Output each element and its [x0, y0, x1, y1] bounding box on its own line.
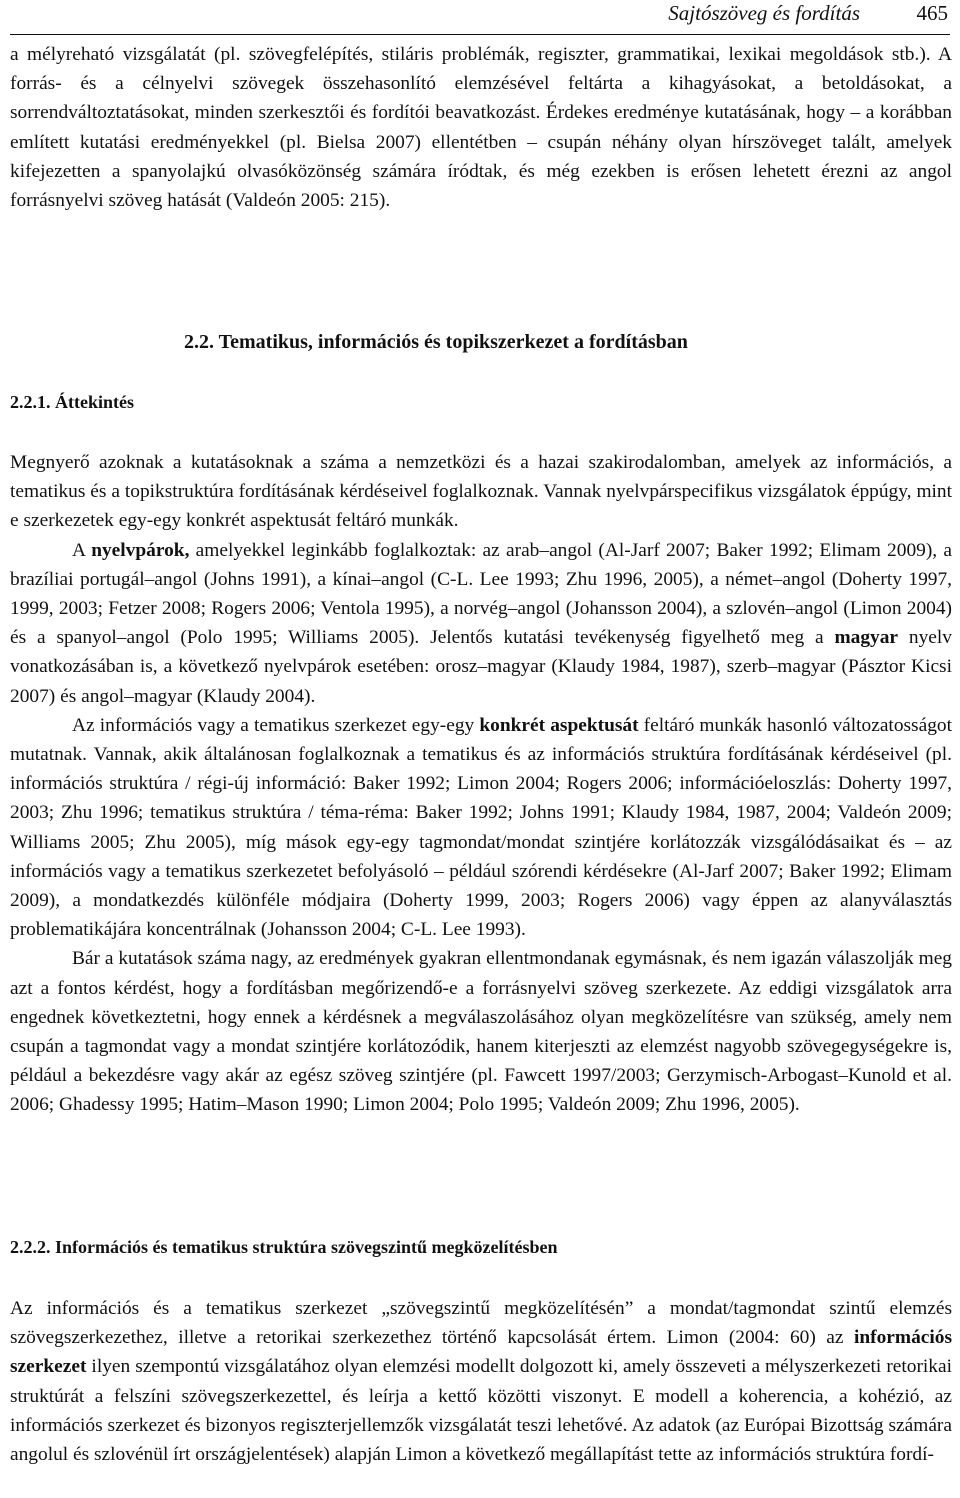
- paragraph-2: A nyelvpárok, amelyekkel leginkább foglalkoztak: az arab–angol (Al-Jarf 2007; Baker 1992; Elimam 2009), a brazíliai portugál–angol (Johns 1991), a kínai–angol (C-L. Lee 1993; Zhu 1996, 2005), a német–angol (Doherty 1997, 1999, 2003; Fetzer 2008; Rogers 2006; Ventola 1995), a norvég–angol (Johansson 2004), a szlovén–angol (Limon 2004) és a spanyol–angol (Polo 1995; Williams 2005). Jelentős kutatási tevékenység figyelhető meg a magyar nyelv vonatkozásában is, a következő nyelvpárok esetében: orosz–magyar (Klaudy 1984, 1987), szerb–magyar (Pásztor Kicsi 2007) és angol–magyar (Klaudy 2004).: [10, 539, 952, 707]
- paragraph-5: Az információs és a tematikus szerkezet „szövegszintű megközelítésén” a mondat/tagmondat szintű elemzés szövegszerkezethez, illetve a retorikai szerkezethez történő kapcsolását értem. Limon (2004: 60) az információs szerkezet ilyen szempontú vizsgálatához olyan elemzési modellt dolgozott ki, amely összeveti a mélyszerkezeti retorikai struktúrát a felszíni szövegszerkezettel, és leírja a kettő közötti viszonyt. E modell a koherencia, a kohézió, az információs szerkezet és bizonyos regiszterjellemzők vizsgálatát teszi lehetővé. Az adatok (az Európai Bizottság számára angolul és szlovénül írt országjelentések) alapján Limon a következő megállapítást tette az információs struktúra fordí-: [10, 1298, 952, 1466]
- paragraph-4: Bár a kutatások száma nagy, az eredmények gyakran ellentmondanak egymásnak, és nem igazán válaszolják meg azt a fontos kérdést, hogy a fordításban megőrizendő-e a forrásnyelvi szöveg szerkezete. Az eddigi vizsgálatok arra engednek következtetni, hogy ennek a kérdésnek a megválaszolásához olyan megközelítésre van szükség, amely nem csupán a tagmondat vagy a mondat szintjére korlátozódik, hanem kiterjeszti az elemzést nagyobb szövegegységekre is, például a bekezdésre vagy akár az egész szöveg szintjére (pl. Fawcett 1997/2003; Gerzymisch-Arbogast–Kunold et al. 2006; Ghadessy 1995; Hatim–Mason 1990; Limon 2004; Polo 1995; Valdeón 2009; Zhu 1996, 2005).: [10, 948, 952, 1116]
- subsection-2-body: [10, 1294, 952, 1469]
- emphasis-konkret-aspektusat: konkrét aspektusát: [479, 714, 639, 736]
- subsection-1-body: [10, 448, 952, 1120]
- running-title: Sajtószöveg és fordítás: [668, 1, 860, 25]
- paragraph-3: Az információs vagy a tematikus szerkezet egy-egy konkrét aspektusát feltáró munkák hasonló változatosságot mutatnak. Vannak, akik általánosan foglalkoznak a tematikus és az információs struktúra fordításának kérdéseivel (pl. információs struktúra / régi-új információ: Baker 1992; Limon 2004; Rogers 2006; információeloszlás: Doherty 1997, 2003; Zhu 1996; tematikus struktúra / téma-réma: Baker 1992; Johns 1991; Klaudy 1984, 1987, 2004; Valdeón 2009; Williams 2005; Zhu 2005), míg mások egy-egy tagmondat/mondat szintjére korlátozzák vizsgálódásaikat és – az információs vagy a tematikus szerkezetet befolyásoló – például szórendi kérdésekre (Al-Jarf 2007; Baker 1992; Elimam 2009), a mondatkezdés különféle módjaira (Doherty 1999, 2003; Rogers 2006) vagy éppen az alanyválasztás problematikájára koncentrálnak (Johansson 2004; C-L. Lee 1993).: [10, 714, 952, 941]
- page-number: 465: [916, 1, 948, 25]
- section-heading: 2.2. Tematikus, információs és topikszerkezet a fordításban: [184, 331, 688, 353]
- subsection-heading-2: 2.2.2. Információs és tematikus struktúra szövegszintű megközelítésben: [10, 1237, 558, 1257]
- subsection-heading-1: 2.2.1. Áttekintés: [10, 392, 134, 412]
- emphasis-nyelvparok: nyelvpárok,: [91, 539, 190, 561]
- emphasis-informacios-szerkezet: információs szerkezet: [10, 1327, 952, 1378]
- page-header: [10, 0, 950, 35]
- intro-paragraph-text: a mélyreható vizsgálatát (pl. szövegfelépítés, stiláris problémák, regiszter, grammatikai, lexikai megoldások stb.). A forrás- és a célnyelvi szövegek összehasonlító elemzésével feltárta a kihagyásokat, a betoldásokat, a sorrendváltoztatásokat, minden szerkesztői és fordítói beavatkozást. Érdekes eredménye kutatásának, hogy – a korábban említett kutatási eredményekkel (pl. Bielsa 2007) ellentétben – csupán néhány olyan hírszöveget talált, amelyek kifejezetten a spanyolajkú olvasóközönség számára íródtak, és még ezekben is erősen lehetett érezni az angol forrásnyelvi szöveg hatását (Valdeón 2005: 215).: [10, 44, 952, 212]
- paragraph-1: Megnyerő azoknak a kutatásoknak a száma a nemzetközi és a hazai szakirodalomban, amelyek az információs, a tematikus és a topikstruktúra fordításának kérdéseivel foglalkoznak. Vannak nyelvpárspecifikus vizsgálatok éppúgy, mint e szerkezetek egy-egy konkrét aspektusát feltáró munkák.: [10, 452, 952, 532]
- intro-paragraph: [10, 40, 952, 215]
- emphasis-magyar: magyar: [834, 627, 899, 649]
